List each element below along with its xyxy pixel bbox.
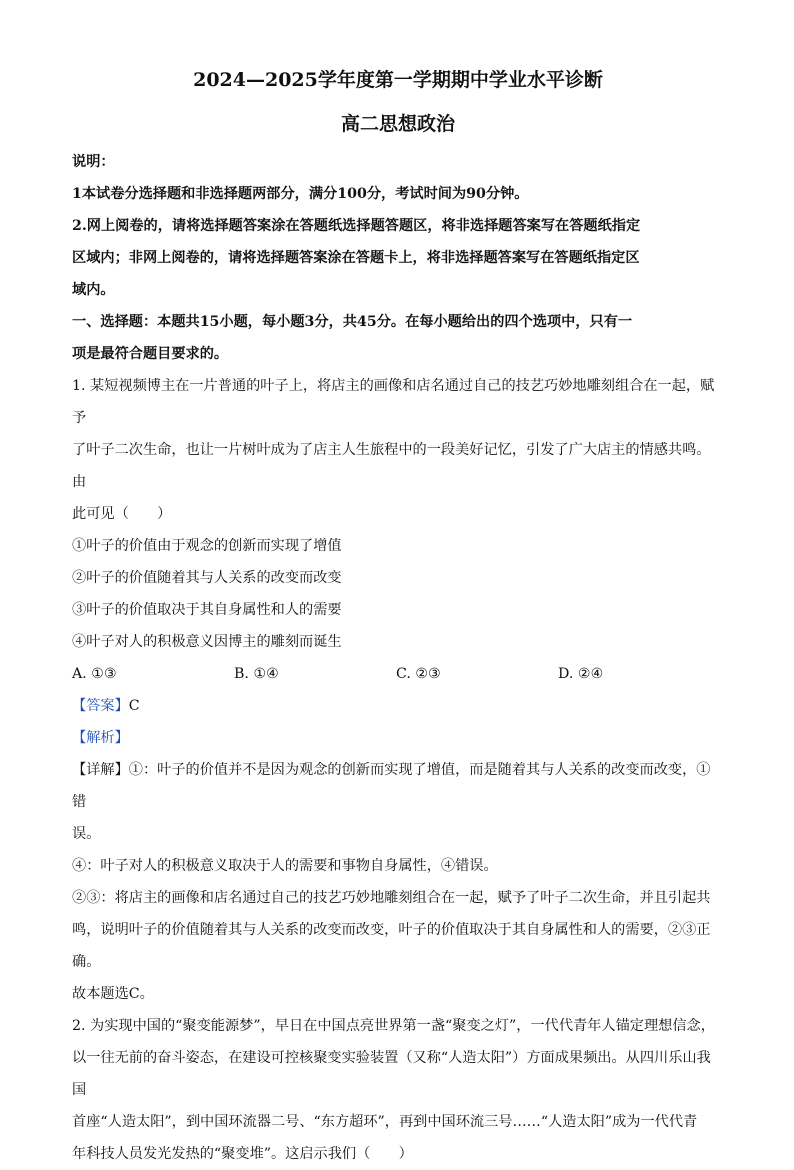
q1-detail-3-line-2: 鸣，说明叶子的价值随着其与人关系的改变而改变，叶子的价值取决于其自身属性和人的需要，②③正	[72, 922, 711, 938]
q1-detail-3-line-3: 确。	[72, 954, 101, 970]
q1-option-d: D. ②④	[558, 666, 604, 682]
q1-detail-1-line-1	[72, 754, 724, 818]
q1-option-a: A. ①③	[72, 666, 117, 682]
q1-stem-line-3: 此可见（ ）	[72, 506, 172, 522]
section-heading-line-1: 一、选择题：本题共15小题，每小题3分，共45分。在每小题给出的四个选项中，只有一	[72, 314, 633, 330]
page-title: 2024—2025学年度第一学期期中学业水平诊断	[193, 69, 603, 91]
q1-option-c: C. ②③	[396, 666, 441, 682]
answer-tag: 【答案】	[72, 698, 129, 714]
q1-detail-1-line-2: 误。	[72, 826, 101, 842]
instruction-item-2-line-2: 区域内；非网上阅卷的，请将选择题答案涂在答题卡上，将非选择题答案写在答题纸指定区	[72, 250, 640, 266]
instruction-item-2-line-3: 域内。	[72, 282, 115, 298]
q1-detail-3-line-1: ②③：将店主的画像和店名通过自己的技艺巧妙地雕刻组合在一起，赋予了叶子二次生命，并且引起共	[72, 890, 711, 906]
q1-statement-3: ③叶子的价值取决于其自身属性和人的需要	[72, 602, 342, 618]
q1-option-b: B. ①④	[234, 666, 279, 682]
q2-stem-line-4: 年科技人员发光发热的“聚变堆”。这启示我们（ ）	[72, 1146, 413, 1162]
q1-statement-4: ④叶子对人的积极意义因博主的雕刻而诞生	[72, 634, 342, 650]
q2-stem-line-2: 以一往无前的奋斗姿态，在建设可控核聚变实验装置（又称“人造太阳”）方面成果频出。从四川乐山我国	[72, 1050, 711, 1098]
q1-options	[72, 658, 724, 690]
instruction-item-2-line-1: 2.网上阅卷的，请将选择题答案涂在答题纸选择题答题区，将非选择题答案写在答题纸指定	[72, 218, 641, 234]
q1-conclusion: 故本题选C。	[72, 986, 154, 1002]
q2-stem-line-3: 首座“人造太阳”，到中国环流器二号、“东方超环”，再到中国环流三号……“人造太阳”成为一代代青	[72, 1114, 698, 1130]
q1-statement-2: ②叶子的价值随着其与人关系的改变而改变	[72, 570, 342, 586]
instruction-item-1: 1本试卷分选择题和非选择题两部分，满分100分，考试时间为90分钟。	[72, 186, 529, 202]
analysis-tag: 【解析】	[72, 730, 129, 746]
exam-page	[72, 66, 724, 1170]
q1-answer	[72, 690, 724, 722]
page-subtitle: 高二思想政治	[340, 113, 455, 135]
q1-detail-2: ④：叶子对人的积极意义取决于人的需要和事物自身属性，④错误。	[72, 858, 498, 874]
q1-statement-1: ①叶子的价值由于观念的创新而实现了增值	[72, 538, 342, 554]
instructions-heading: 说明：	[72, 154, 115, 170]
answer-value: C	[128, 698, 140, 714]
detail-tag: 【详解】	[72, 762, 129, 778]
detail-text: ①：叶子的价值并不是因为观念的创新而实现了增值，而是随着其与人关系的改变而改变，①错	[72, 762, 711, 810]
q2-stem-line-1: 2. 为实现中国的“聚变能源梦”，早日在中国点亮世界第一盏“聚变之灯”，一代代青年人锚定理想信念，	[72, 1018, 715, 1034]
q1-stem-line-1: 1. 某短视频博主在一片普通的叶子上，将店主的画像和店名通过自己的技艺巧妙地雕刻组合在一起，赋予	[72, 378, 715, 426]
q1-stem-line-2: 了叶子二次生命，也让一片树叶成为了店主人生旅程中的一段美好记忆，引发了广大店主的情感共鸣。由	[72, 442, 711, 490]
section-heading-line-2: 项是最符合题目要求的。	[72, 346, 229, 362]
